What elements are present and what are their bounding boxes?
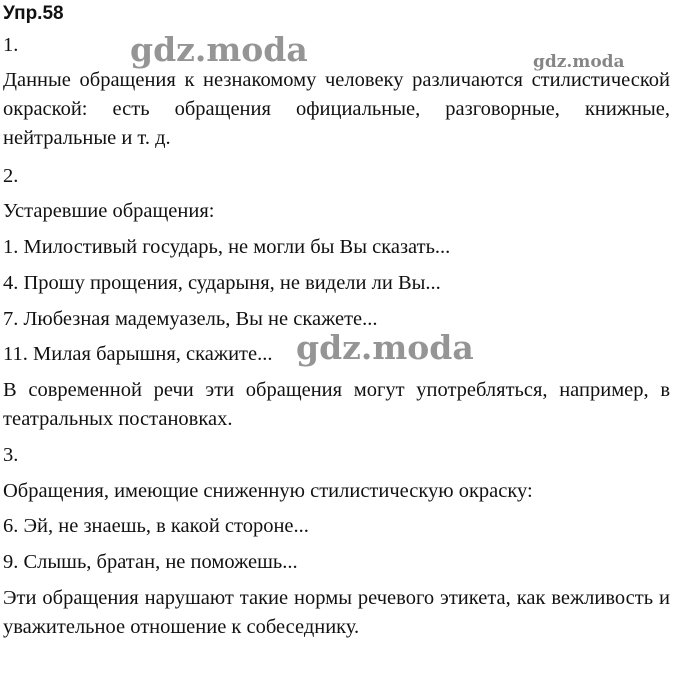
section-2-paragraph: В современной речи эти обращения могут употребляться, например, в театральных постановках. (3, 379, 670, 430)
watermark-logo-top: gdz.moda (130, 30, 308, 69)
old-address-item: 11. Милая барышня, скажите... (3, 343, 273, 365)
old-address-item: 1. Милостивый государь, не могли бы Вы сказать... (3, 236, 451, 258)
colloquial-address-item: 9. Слышь, братан, не поможешь... (3, 551, 298, 573)
watermark-logo-middle: gdz.moda (296, 328, 474, 367)
watermark-logo-small: gdz.moda (533, 52, 625, 72)
colloquial-address-item: 6. Эй, не знаешь, в какой стороне... (3, 515, 309, 537)
section-3-heading: Обращения, имеющие сниженную стилистическую окраску: (3, 480, 533, 502)
section-2-heading: Устаревшие обращения: (3, 200, 215, 222)
section-1-paragraph: Данные обращения к незнакомому человеку различаются стилистической окраской: есть обращения официальные, разговорные, книжные, нейтральные и т. д. (3, 69, 670, 149)
section-1-number: 1. (3, 34, 19, 56)
exercise-title: Упр.58 (3, 3, 64, 24)
section-3-number: 3. (3, 444, 19, 466)
old-address-item: 7. Любезная мадемуазель, Вы не скажете... (3, 308, 378, 330)
old-address-item: 4. Прошу прощения, сударыня, не видели ли Вы... (3, 272, 441, 294)
section-2-number: 2. (3, 165, 19, 187)
section-3-paragraph: Эти обращения нарушают такие нормы речевого этикета, как вежливость и уважительное отношение к собеседнику. (3, 587, 670, 638)
